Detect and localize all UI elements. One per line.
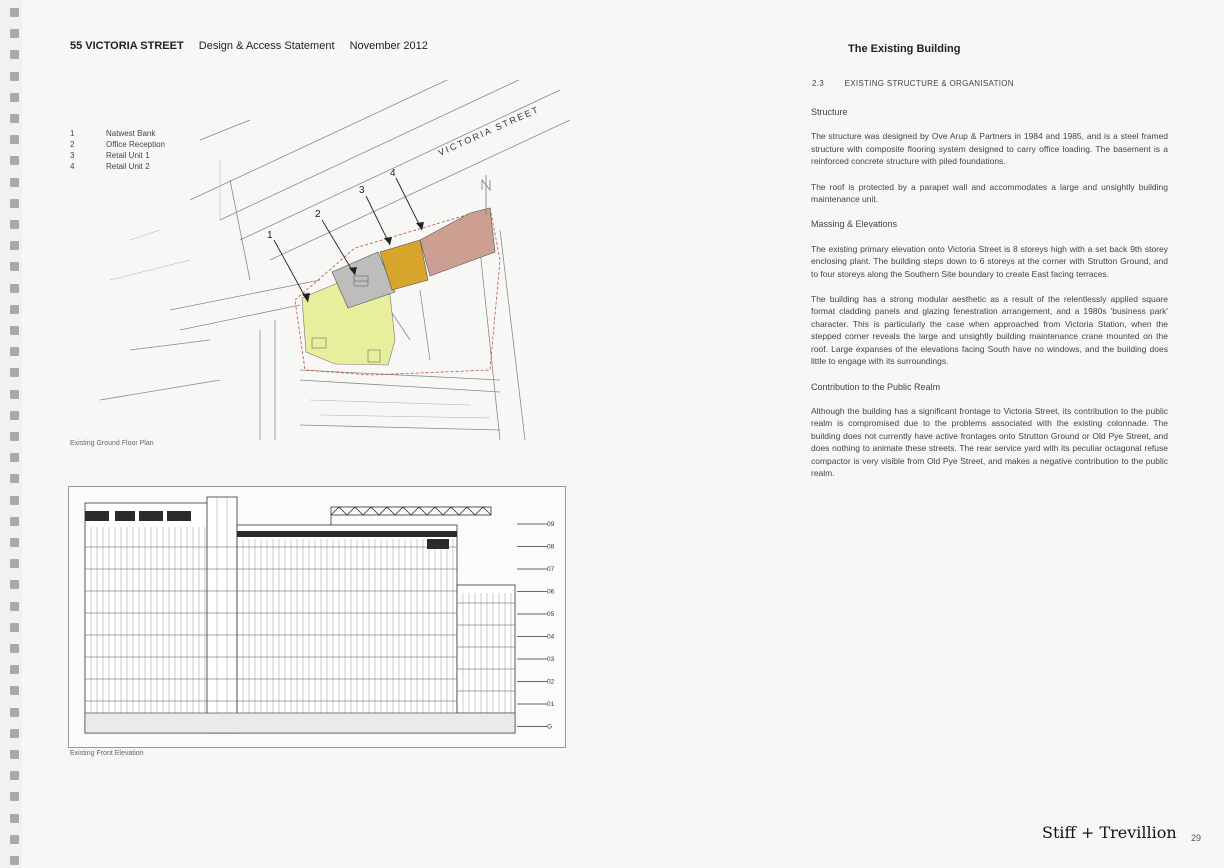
legend-item [70,139,165,150]
elevation-caption: Existing Front Elevation [70,750,144,757]
binding-ring [10,835,19,844]
body-paragraph: The structure was designed by Ove Arup & Partners in 1984 and 1985, and is a steel framed structure with composite flooring system designed to carry office loading. The basement is a reinforced concrete structure with piled foundations. [811,131,1168,167]
elevation-block-middle [237,525,457,733]
maintenance-crane [331,507,491,525]
legend-label: Retail Unit 1 [106,151,150,160]
binding-ring [10,538,19,547]
running-header [70,40,440,52]
binding-ring [10,580,19,589]
binding-ring [10,8,19,17]
section-heading [812,79,1014,88]
binding-ring [10,114,19,123]
binding-ring [10,220,19,229]
page-title: The Existing Building [848,43,961,55]
elevation-level-label: G [547,723,553,731]
legend-label: Retail Unit 2 [106,162,150,171]
binding-ring [10,453,19,462]
binding-ring [10,326,19,335]
binding-ring [10,262,19,271]
binding-ring [10,347,19,356]
binding-ring [10,708,19,717]
retail-unit-2-area [420,208,495,276]
binding-ring [10,284,19,293]
site-plan-caption: Existing Ground Floor Plan [70,440,154,447]
callout-2: 2 [315,209,321,220]
binding-ring [10,241,19,250]
binding-ring [10,305,19,314]
callout-3: 3 [359,185,365,196]
project-name: 55 VICTORIA STREET [70,40,184,52]
body-paragraph: Although the building has a significant frontage to Victoria Street, its contribution to the public realm is compromised due to the problems associated with the existing colonnade. The building does not currently have active frontages onto Strutton Ground or Old Pye Street, and does nothing to animate these streets. The rear service yard with its peculiar octagonal refuse compactor is very visible from Old Pye Street, and makes a negative contribution to the public realm. [811,405,1168,478]
elevation-level-label: 04 [547,633,555,641]
legend-number: 1 [70,129,75,138]
binding-ring [10,496,19,505]
body-paragraph: The building has a strong modular aesthetic as a result of the relentlessly applied square format cladding panels and glazing fenestration arrangement, and a 1980s 'business park' character. This is particularly the case when approached from Victoria Station, when the stepped corner reveals the large and unsightly building maintenance crane mounted on the roof. Large expanses of the elevations facing South have no windows, and the building does little to engage with its surroundings. [811,294,1168,367]
binding-ring [10,199,19,208]
street-label: VICTORIA STREET [436,104,542,158]
binding-ring [10,50,19,59]
section-title: EXISTING STRUCTURE & ORGANISATION [844,79,1014,88]
subsection-heading: Contribution to the Public Realm [811,381,941,392]
binding-ring [10,644,19,653]
callout-1: 1 [267,230,273,241]
legend-label: Natwest Bank [106,129,156,138]
elevation-level-label: 07 [547,566,555,573]
binding-ring [10,411,19,420]
binding-ring [10,792,19,801]
binding-ring [10,623,19,632]
elevation-block-right [457,585,515,733]
elevation-stair-core [207,497,237,733]
binding-ring [10,432,19,441]
binding-ring [10,665,19,674]
legend-item [70,161,165,172]
spiral-binding [0,0,22,868]
right-page [612,0,1224,868]
body-paragraph: The existing primary elevation onto Victoria Street is 8 storeys high with a set back 9th storey enclosing plant. The building steps down to 6 storeys at the corner with Strutton Ground, and to four storeys along the Southern Site boundary to create East facing terraces. [811,243,1168,279]
legend-number: 4 [70,162,75,171]
binding-ring [10,814,19,823]
binding-ring [10,856,19,865]
binding-ring [10,178,19,187]
legend-label: Office Reception [106,140,165,149]
elevation-level-label: 08 [547,543,555,551]
elevation-level-label: 02 [547,678,555,686]
elevation-level-label: 01 [547,701,555,708]
legend-item [70,128,165,139]
binding-ring [10,72,19,81]
body-text [811,106,1168,492]
binding-ring [10,729,19,738]
elevation-level-label: 05 [547,611,555,618]
page-number: 29 [1191,833,1202,843]
legend-number: 2 [70,140,75,149]
site-plan-legend [70,128,165,172]
body-paragraph: The roof is protected by a parapet wall and accommodates a large and unsightly building maintenance unit. [811,181,1168,205]
elevation-level-label: 03 [547,656,555,663]
binding-ring [10,517,19,526]
binding-ring [10,750,19,759]
callout-4: 4 [390,168,396,179]
subsection-heading: Massing & Elevations [811,219,898,230]
legend-number: 3 [70,151,75,160]
binding-ring [10,135,19,144]
binding-ring [10,93,19,102]
binding-ring [10,390,19,399]
front-elevation-drawing [68,486,566,748]
document-date: November 2012 [349,40,428,52]
binding-ring [10,602,19,611]
elevation-level-label: 06 [547,588,555,596]
section-number: 2.3 [812,79,825,88]
legend-item [70,150,165,161]
left-page [22,0,612,868]
binding-ring [10,29,19,38]
binding-ring [10,559,19,568]
binding-ring [10,686,19,695]
document-title: Design & Access Statement [198,40,335,52]
binding-ring [10,474,19,483]
elevation-level-label: 09 [547,521,555,528]
binding-ring [10,156,19,165]
binding-ring [10,771,19,780]
company-logo: Stiff + Trevillion [1042,823,1177,842]
binding-ring [10,368,19,377]
subsection-heading: Structure [811,107,848,117]
